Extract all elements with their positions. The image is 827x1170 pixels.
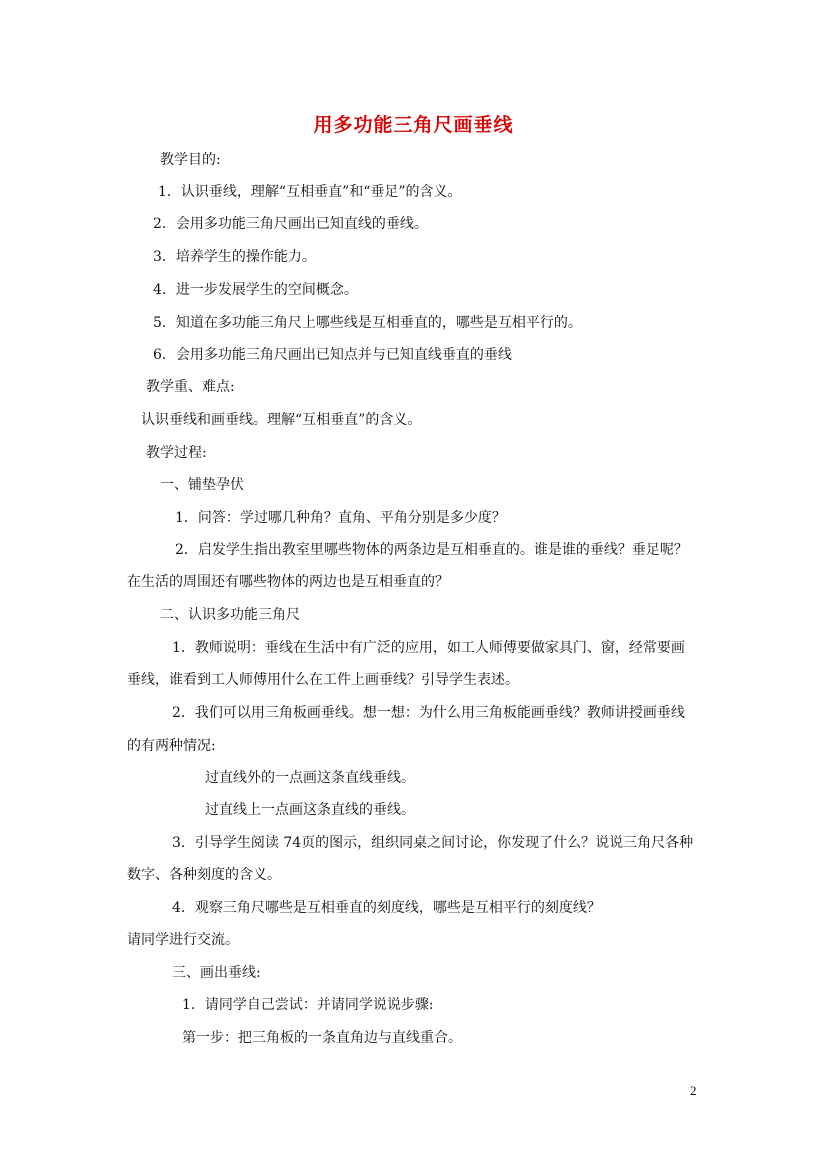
text-line: 数字、各种刻度的含义。: [127, 867, 281, 883]
text-line: 第一步：把三角板的一条直角边与直线重合。: [182, 1030, 462, 1046]
text-line: 6．会用多功能三角尺画出已知点并与已知直线垂直的垂线: [153, 347, 512, 363]
text-line: 4．进一步发展学生的空间概念。: [153, 282, 358, 298]
text-line: 2．启发学生指出教室里哪些物体的两条边是互相垂直的。谁是谁的垂线？垂足呢？: [175, 542, 688, 558]
text-line: 一、铺垫孕伏: [160, 477, 244, 493]
text-line: 5．知道在多功能三角尺上哪些线是互相垂直的，哪些是互相平行的。: [153, 315, 582, 331]
text-line: 三、画出垂线:: [172, 965, 261, 981]
text-line: 教学重、难点:: [146, 379, 235, 395]
document-title: 用多功能三角尺画垂线: [313, 114, 514, 136]
text-line: 2．会用多功能三角尺画出已知直线的垂线。: [153, 216, 428, 232]
text-line: 3．培养学生的操作能力。: [153, 249, 316, 265]
text-line: 认识垂线和画垂线。理解“互相垂直”的含义。: [141, 412, 422, 428]
text-line: 垂线，谁看到工人师傅用什么在工件上画垂线？引导学生表述。: [127, 672, 519, 688]
text-line: 1．请同学自己尝试：并请同学说说步骤:: [182, 997, 434, 1013]
text-line: 请同学进行交流。: [127, 932, 239, 948]
text-line: 教学过程:: [146, 445, 207, 461]
text-line: 过直线上一点画这条直线的垂线。: [205, 802, 415, 818]
text-line: 1．问答：学过哪几种角？直角、平角分别是多少度？: [175, 510, 506, 526]
text-line: 2．我们可以用三角板画垂线。想一想：为什么用三角板能画垂线？教师讲授画垂线: [172, 705, 685, 721]
text-line: 教学目的:: [160, 152, 221, 168]
text-line: 1．认识垂线，理解“互相垂直”和“垂足”的含义。: [158, 184, 462, 200]
text-line: 3．引导学生阅读 74页的图示，组织同桌之间讨论，你发现了什么？说说三角尺各种: [172, 835, 694, 851]
text-line: 在生活的周围还有哪些物体的两边也是互相垂直的？: [127, 574, 449, 590]
text-line: 的有两种情况:: [127, 738, 216, 754]
text-line: 4．观察三角尺哪些是互相垂直的刻度线，哪些是互相平行的刻度线？: [172, 900, 601, 916]
text-line: 1．教师说明：垂线在生活中有广泛的应用，如工人师傅要做家具门、窗，经常要画: [172, 640, 685, 656]
page-number: 2: [690, 1083, 697, 1098]
text-line: 过直线外的一点画这条直线垂线。: [205, 770, 415, 786]
text-line: 二、认识多功能三角尺: [160, 607, 300, 623]
